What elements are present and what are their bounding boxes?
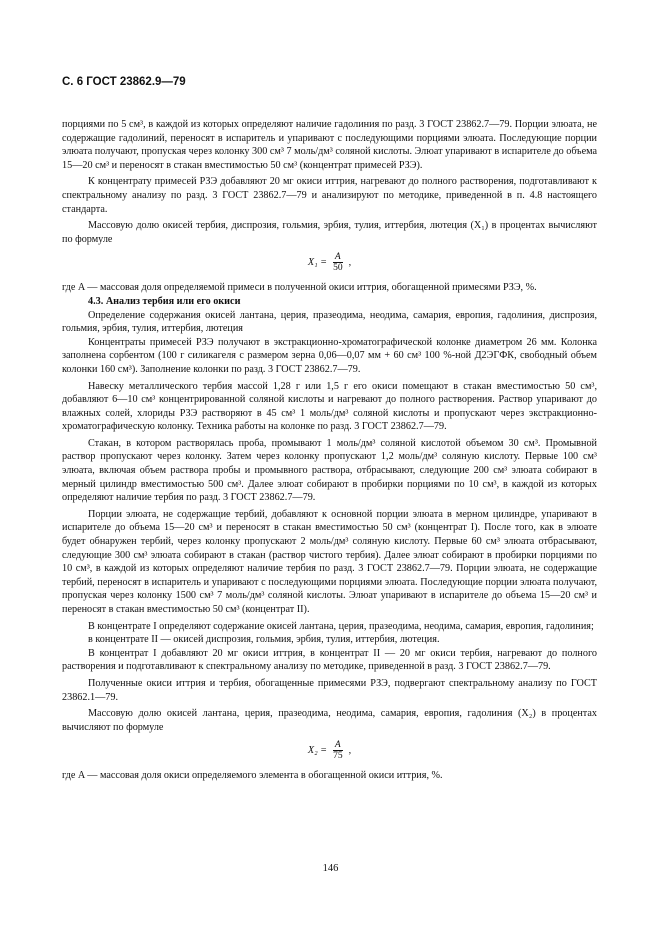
page-number: 146: [322, 863, 339, 874]
paragraph: Полученные окиси иттрия и тербия, обогащенные примесями РЗЭ, подвергают спектральному анализу по ГОСТ 23862.1—79.: [62, 677, 597, 703]
formula-x2: [62, 740, 597, 761]
fraction-denominator: 50: [333, 263, 343, 274]
formula-x1: [62, 252, 597, 273]
document-body: [62, 118, 597, 783]
paragraph: В концентрате I определяют содержание окисей лантана, церия, празеодима, неодима, самария, европия, гадолиния;: [88, 620, 594, 632]
paragraph: Стакан, в котором растворялась проба, промывают 1 моль/дм³ соляной кислотой объемом 30 см³. Промывной раствор пропускают через колонку. Затем через колонку пропускают 1,2 моль/дм³ соляную кислоту. Первые 100 см³ элюата, включая объем раствора пробы и промывного раствора, отбрасывают, следующие 200 см³ элюата собирают в мерный цилиндр вместимостью 500 см³. Далее элюат собирают в пробирки порциями по 10 см³, в каждой из которых определяют наличие тербия по разд. 3 ГОСТ 23862.7—79.: [62, 437, 597, 504]
paragraph: Концентраты примесей РЗЭ получают в экстракционно-хроматографической колонке диаметром 26 мм. Колонка заполнена сорбентом (100 г силикагеля с размером зерна 0,06—0,07 мм + 60 см³ 100 %-ной Д2ЭГФК, свободный объем колонки 160 см³). Заполнение колонки по разд. 3 ГОСТ 23862.7—79.: [62, 336, 597, 375]
formula-tail: ,: [348, 257, 352, 269]
paragraph: В концентрат I добавляют 20 мг окиси иттрия, в концентрат II — 20 мг окиси тербия, нагревают до полного растворения и подготавливают к спектральному анализу по методике, приведенной в разд. 3 ГОСТ 23862.7—79.: [62, 647, 597, 673]
paragraph: в концентрате II — окисей диспрозия, гольмия, эрбия, тулия, иттербия, лютеция.: [88, 634, 440, 646]
paragraph: Порции элюата, не содержащие тербий, добавляют к основной порции элюата в мерном цилиндре, упаривают в испарителе до объема 15—20 см³ и переносят в стакан вместимостью 50 см³ (концентрат I). После того, как в элюате будет обнаружен тербий, через колонку пропускают 2 моль/дм³ соляную кислоту. Первые 60 см³ элюата отбрасывают, следующие 300 см³ элюата собирают в стакан (раствор чистого тербия). Далее элюат собирают в пробирки порциями по 10 см³, в каждой из которых определяют наличие тербия по разд. 3 ГОСТ 23862.7—79. Порции элюата, не содержащие тербий, переносят в испаритель и упаривают с последующими порциями элюата. Последующие порции элюата получают, пропуская через колонку 1500 см³ 7 моль/дм³ соляной кислоты. Элюат упаривают в испарителе до объема 15—20 см³ и переносят в стакан вместимостью 50 см³ (концентрат II).: [62, 508, 597, 615]
paragraph: порциями по 5 см³, в каждой из которых определяют наличие гадолиния по разд. 3 ГОСТ 23862.7—79. Порции элюата, не содержащие гадолиний, переносят в испаритель и упаривают с последующими порциями элюата. Последующие порции элюата получают, пропуская через колонку 300 см³ 7 моль/дм³ соляной кислоты. Элюат упаривают в испарителе до объема 15—20 см³ и переносят в стакан вместимостью 50 см³ (концентрат примесей РЗЭ).: [62, 119, 597, 171]
fraction-numerator: A: [334, 740, 341, 751]
fraction-numerator: A: [334, 252, 341, 263]
formula-lhs: X₂ =: [307, 745, 328, 757]
where-clause: где A — массовая доля определяемой примеси в полученной окиси иттрия, обогащенной примесями РЗЭ, %.: [62, 282, 537, 294]
paragraph: К концентрату примесей РЗЭ добавляют 20 мг окиси иттрия, нагревают до полного растворения, подготавливают к спектральному анализу по разд. 3 ГОСТ 23862.7—79 и анализируют по методике, приведенной в п. 4.8 настоящего стандарта.: [62, 176, 597, 215]
page-header: С. 6 ГОСТ 23862.9—79: [62, 76, 186, 88]
fraction-denominator: 75: [333, 751, 343, 762]
section-title: 4.3. Анализ тербия или его окиси: [88, 295, 241, 307]
paragraph: Массовую долю окисей тербия, диспрозия, гольмия, эрбия, тулия, иттербия, лютеция (X₁) в процентах вычисляют по формуле: [62, 220, 597, 245]
paragraph: Навеску металлического тербия массой 1,28 г или 1,5 г его окиси помещают в стакан вместимостью 50 см³, добавляют 6—10 см³ концентрированной соляной кислоты и нагревают до полного растворения. Раствор упаривают до влажных солей, хлориды РЗЭ растворяют в 45 см³ 1 моль/дм³ соляной кислоты и пропускают через экстракционно-хроматографическую колонку. Техника работы на колонке по разд. 3 ГОСТ 23862.7—79.: [62, 380, 597, 433]
where-clause: где A — массовая доля окиси определяемого элемента в обогащенной окиси иттрия, %.: [62, 770, 443, 782]
fraction: [331, 740, 345, 761]
fraction: [331, 252, 345, 273]
formula-lhs: X₁ =: [307, 257, 328, 269]
paragraph: Массовую долю окисей лантана, церия, празеодима, неодима, самария, европия, гадолиния (X₂) в процентах вычисляют по формуле: [62, 708, 597, 733]
paragraph: Определение содержания окисей лантана, церия, празеодима, неодима, самария, европия, гадолиния, диспрозия, гольмия, эрбия, тулия, иттербия, лютеция: [62, 309, 597, 335]
formula-tail: ,: [348, 745, 352, 757]
